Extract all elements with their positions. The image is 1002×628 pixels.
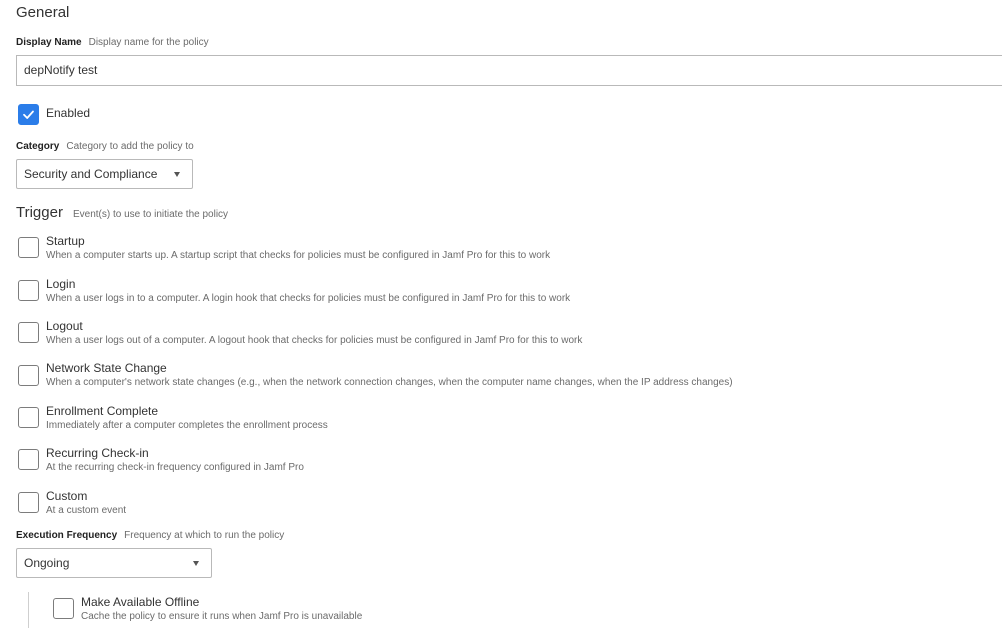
- category-label: [16, 141, 194, 152]
- trigger-header: [16, 204, 228, 222]
- trigger-recurring-check-in-checkbox[interactable]: [18, 449, 39, 470]
- make-available-offline-label: Make Available Offline: [81, 595, 200, 609]
- trigger-recurring-check-in-label: Recurring Check-in: [46, 446, 149, 460]
- make-available-offline-desc: Cache the policy to ensure it runs when Jamf Pro is unavailable: [81, 611, 363, 622]
- trigger-custom-desc: At a custom event: [46, 505, 127, 516]
- caret-down-icon: [193, 561, 199, 566]
- execution-frequency-help: Frequency at which to run the policy: [124, 530, 285, 541]
- trigger-enrollment-complete-label: Enrollment Complete: [46, 404, 159, 418]
- category-label-text: Category: [16, 141, 60, 152]
- trigger-network-state-change-label: Network State Change: [46, 361, 167, 375]
- trigger-enrollment-complete-checkbox[interactable]: [18, 407, 39, 428]
- execution-frequency-select[interactable]: [16, 548, 212, 578]
- trigger-custom-label: Custom: [46, 489, 88, 503]
- section-title-trigger: Trigger: [16, 204, 63, 221]
- trigger-recurring-check-in-desc: At the recurring check-in frequency configured in Jamf Pro: [46, 462, 304, 473]
- trigger-startup-checkbox[interactable]: [18, 237, 39, 258]
- trigger-logout-desc: When a user logs out of a computer. A logout hook that checks for policies must be configured in Jamf Pro for this to work: [46, 335, 583, 346]
- enabled-label: Enabled: [46, 106, 91, 120]
- trigger-custom-checkbox[interactable]: [18, 492, 39, 513]
- trigger-network-state-change-desc: When a computer's network state changes (e.g., when the network connection changes, when the computer name changes, when the IP address changes): [46, 377, 733, 388]
- trigger-login-checkbox[interactable]: [18, 280, 39, 301]
- trigger-enrollment-complete-desc: Immediately after a computer completes the enrollment process: [46, 420, 328, 431]
- display-name-label: [16, 37, 209, 48]
- category-select[interactable]: [16, 159, 193, 189]
- trigger-startup-desc: When a computer starts up. A startup script that checks for policies must be configured in Jamf Pro for this to work: [46, 250, 551, 261]
- trigger-network-state-change-checkbox[interactable]: [18, 365, 39, 386]
- display-name-label-text: Display Name: [16, 37, 82, 48]
- execution-frequency-select-value: Ongoing: [24, 556, 70, 570]
- enabled-checkbox[interactable]: [18, 104, 39, 125]
- execution-frequency-label-text: Execution Frequency: [16, 530, 118, 541]
- category-select-value: Security and Compliance: [24, 167, 158, 181]
- trigger-startup-label: Startup: [46, 234, 85, 248]
- check-icon: [19, 105, 38, 124]
- trigger-logout-label: Logout: [46, 319, 83, 333]
- trigger-help: Event(s) to use to initiate the policy: [72, 209, 229, 220]
- trigger-logout-checkbox[interactable]: [18, 322, 39, 343]
- trigger-login-label: Login: [46, 277, 76, 291]
- section-title-general: General: [16, 4, 70, 21]
- trigger-login-desc: When a user logs in to a computer. A login hook that checks for policies must be configured in Jamf Pro for this to work: [46, 293, 571, 304]
- caret-down-icon: [174, 172, 180, 177]
- display-name-input[interactable]: depNotify test: [16, 55, 1002, 86]
- display-name-help: Display name for the policy: [88, 37, 209, 48]
- category-help: Category to add the policy to: [66, 141, 194, 152]
- indent-divider: [28, 592, 29, 628]
- execution-frequency-label: [16, 530, 284, 541]
- make-available-offline-checkbox[interactable]: [53, 598, 74, 619]
